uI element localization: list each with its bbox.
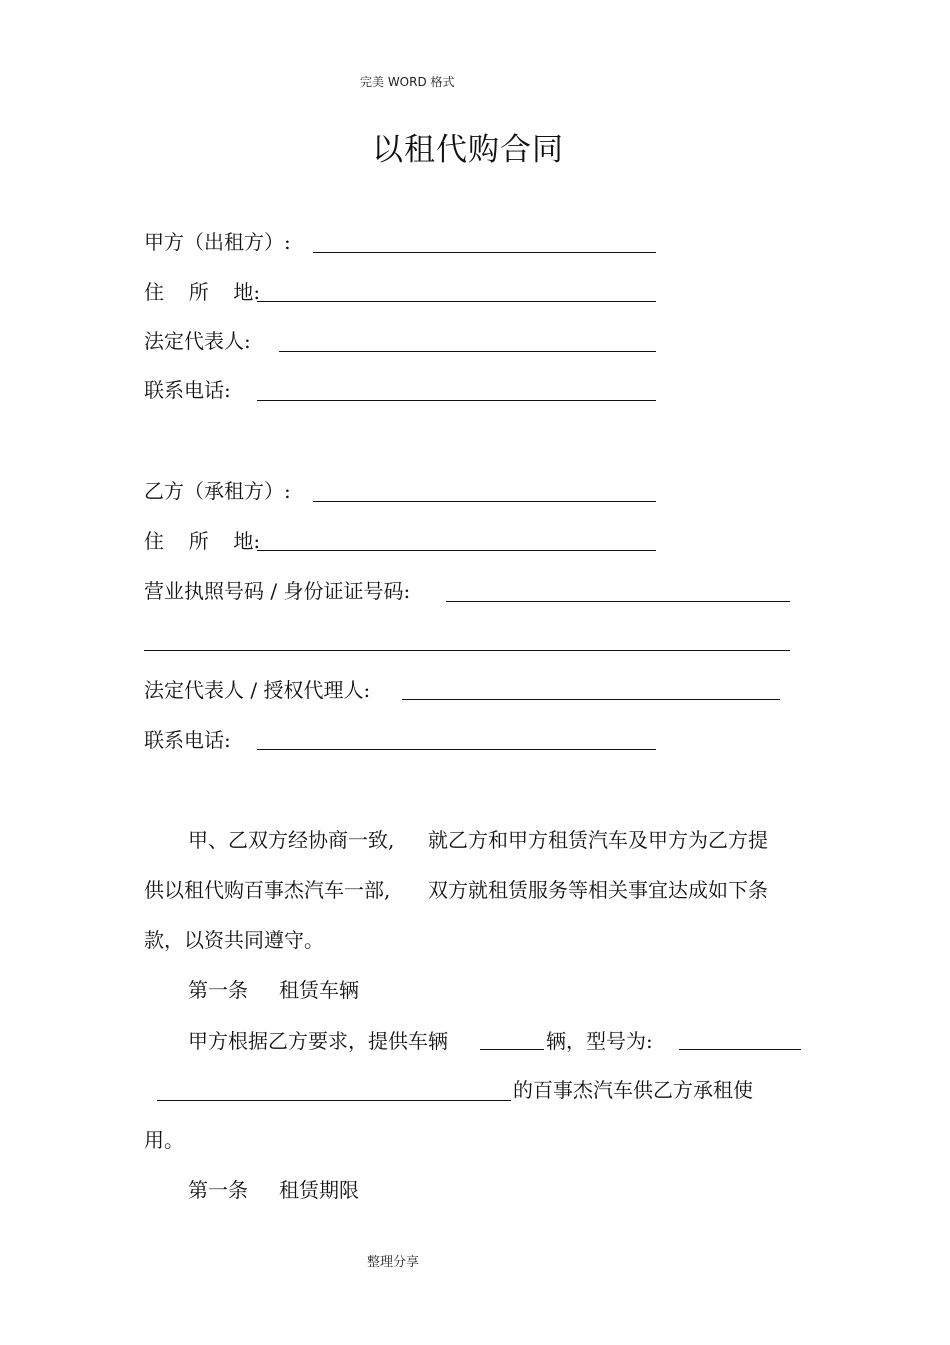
intro-line1-b: 就乙方和甲方租赁汽车及甲方为乙方提	[428, 828, 768, 852]
intro-line2-b: 双方就租赁服务等相关事宜达成如下条	[428, 878, 768, 902]
article1-text-c: 的百事杰汽车供乙方承租使	[513, 1078, 753, 1102]
party-b-name-label: 乙方（承租方）:	[144, 479, 291, 503]
model-blank	[679, 1049, 801, 1050]
party-b-phone-label: 联系电话:	[144, 728, 231, 752]
party-b-phone-blank	[257, 749, 656, 750]
party-a-address-label: 住 所 地:	[144, 280, 261, 304]
party-b-license-label: 营业执照号码 / 身份证证号码:	[144, 579, 411, 603]
party-b-address-label: 住 所 地:	[144, 529, 261, 553]
party-a-address-blank	[257, 301, 656, 302]
party-a-rep-label: 法定代表人:	[144, 329, 251, 353]
intro-line3: 款，以资共同遵守。	[144, 928, 324, 952]
intro-line2-a: 供以租代购百事杰汽车一部,	[144, 878, 391, 902]
page-header: 完美 WORD 格式	[360, 75, 455, 89]
vehicle-count-blank	[480, 1049, 544, 1050]
page-footer: 整理分享	[367, 1255, 420, 1270]
party-b-rep-label: 法定代表人 / 授权代理人:	[144, 678, 371, 702]
party-a-phone-label: 联系电话:	[144, 378, 231, 402]
article1-text-a: 甲方根据乙方要求，提供车辆	[188, 1029, 448, 1053]
article1-title: 租赁车辆	[279, 978, 359, 1002]
party-a-rep-blank	[279, 351, 656, 352]
party-a-name-label: 甲方（出租方）:	[144, 230, 291, 254]
article2-number: 第一条	[188, 1178, 248, 1202]
intro-line1-a: 甲、乙双方经协商一致,	[188, 828, 395, 852]
article1-text-b: 辆，型号为:	[546, 1029, 653, 1053]
article1-number: 第一条	[188, 978, 248, 1002]
contract-title: 以租代购合同	[372, 132, 564, 168]
model-blank-2	[157, 1100, 511, 1101]
party-a-phone-blank	[257, 400, 656, 401]
party-a-name-blank	[313, 252, 656, 253]
party-b-address-blank	[257, 550, 656, 551]
party-b-name-blank	[313, 501, 656, 502]
party-b-license-blank-2	[144, 650, 790, 651]
article1-text-d: 用。	[144, 1128, 184, 1152]
party-b-rep-blank	[402, 699, 780, 700]
party-b-license-blank	[446, 601, 790, 602]
article2-title: 租赁期限	[279, 1178, 359, 1202]
